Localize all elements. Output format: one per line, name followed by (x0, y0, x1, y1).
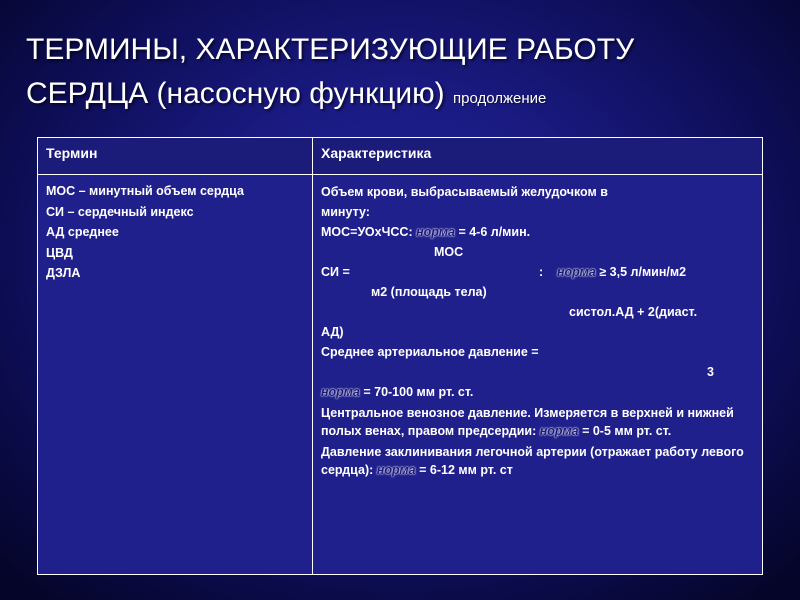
ad-numerator: систол.АД + 2(диаст. (569, 305, 698, 319)
cvd-description (321, 404, 754, 440)
si-norma-label: норма (557, 265, 596, 279)
header-term: Термин (38, 138, 313, 175)
dzla-norma-value: = 6-12 мм рт. ст (419, 463, 513, 477)
mos-formula-line (321, 224, 754, 241)
mos-desc-line2: минуту: (321, 205, 370, 219)
si-denominator: м2 (площадь тела) (371, 285, 487, 299)
cvd-text: Центральное венозное давление. Измеряется в верхней и нижней полых венах, правом предсердии: (321, 406, 734, 438)
dzla-norma-label: норма (376, 463, 416, 477)
si-label: СИ = (321, 265, 350, 279)
si-norma-group (557, 264, 686, 281)
si-norma-value: ≥ 3,5 л/мин/м2 (599, 265, 687, 279)
dzla-description (321, 443, 754, 479)
terms-cell (38, 175, 313, 575)
term-ad: АД среднее (46, 225, 119, 239)
table-header-row (38, 138, 763, 175)
cvd-norma-value: = 0-5 мм рт. ст. (582, 424, 672, 438)
si-numerator: МОС (434, 245, 464, 259)
si-numerator-line (321, 244, 754, 261)
title-suffix: продолжение (453, 90, 547, 107)
si-formula-line (321, 264, 754, 281)
ad-numerator-line (321, 304, 754, 321)
ad-norma-label: норма (321, 385, 360, 399)
ad-denominator-line (321, 364, 754, 381)
term-si: СИ – сердечный индекс (46, 204, 194, 219)
si-colon: : (539, 265, 544, 279)
si-denominator-line (321, 284, 754, 301)
mos-formula: МОС=УОхЧСС: (321, 225, 413, 239)
term-cvd: ЦВД (46, 245, 73, 260)
term-mos: МОС – минутный объем сердца (46, 184, 244, 198)
term-dzla: ДЗЛА (46, 266, 81, 280)
mos-desc-line1: Объем крови, выбрасываемый желудочком в (321, 185, 608, 199)
table-row (38, 175, 763, 575)
mos-norma-value: = 4-6 л/мин. (458, 225, 531, 239)
title-line-1: ТЕРМИНЫ, ХАРАКТЕРИЗУЮЩИЕ РАБОТУ (26, 33, 635, 66)
mos-norma-label: норма (416, 225, 455, 239)
ad-label: Среднее артериальное давление = (321, 345, 539, 359)
ad-denominator: 3 (707, 365, 714, 379)
ad-norma-line (321, 384, 754, 401)
title-line-2: СЕРДЦА (насосную функцию) (26, 77, 445, 110)
slide-title (26, 28, 786, 121)
characteristics-cell (313, 175, 763, 575)
dzla-text: Давление заклинивания легочной артерии (отражает работу левого сердца): (321, 445, 744, 477)
ad-numerator-cont: АД) (321, 325, 344, 339)
header-characteristic: Характеристика (313, 138, 763, 175)
terms-table (37, 137, 763, 575)
cvd-norma-label: норма (539, 424, 579, 438)
ad-norma-value: = 70-100 мм рт. ст. (363, 385, 474, 399)
